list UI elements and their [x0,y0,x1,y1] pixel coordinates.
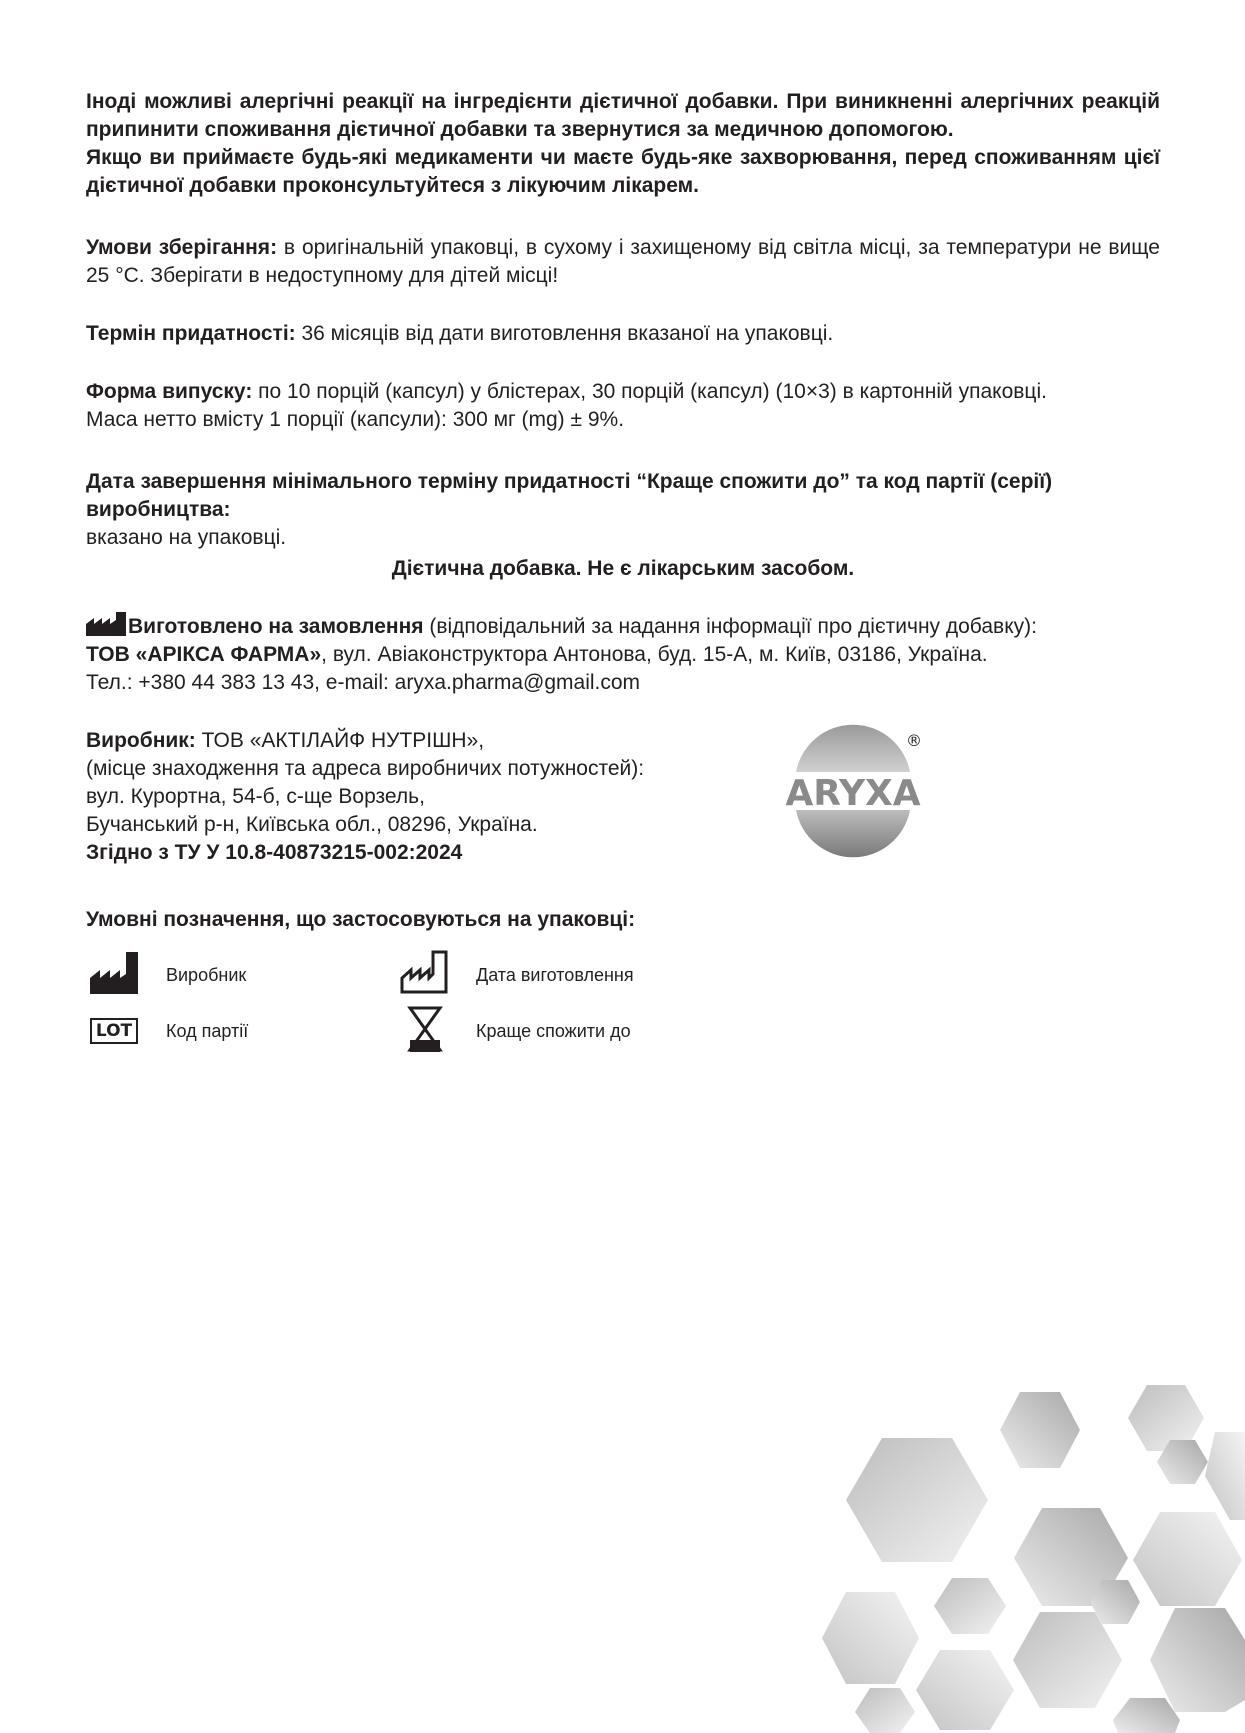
storage-label: Умови зберігання: [86,236,278,259]
factory-icon [90,952,140,994]
allergy-warning [86,88,1160,200]
hexagon [1150,1608,1245,1712]
shelf-life-text: 36 місяців від дати виготовлення вказаної на упаковці. [295,322,834,345]
hourglass-icon [408,1006,442,1052]
manufacturer-label: Виробник: [86,729,196,752]
warning-allergy-text: Іноді можливі алергічні реакції на інгредієнти дієтичної добавки. При виникненні алергічних реакцій припинити споживання дієтичної добавки та звернутися за медичною допомогою. [86,90,1160,141]
hexagon [855,1688,915,1733]
lot-icon: LOT [90,1018,138,1044]
ordered-by-address: , вул. Авіаконструктора Антонова, буд. 15-А, м. Київ, 03186, Україна. [321,643,988,666]
ordered-by-text: (відповідальний за надання інформації про дієтичну добавку): [423,615,1037,638]
release-form-label: Форма випуску: [86,380,253,403]
storage-text: в оригінальній упаковці, в сухому і захищеному від світла місці, за температури не вище 25 °С. Зберігати в недоступному для дітей місці! [86,236,1160,287]
storage-conditions [86,234,1160,290]
hexagons [822,1385,1245,1733]
shelf-life [86,320,1160,348]
aryxa-logo-text: ARYXA [785,773,921,814]
warning-medication-text: Якщо ви приймаєте будь-які медикаменти чи маєте будь-яке захворювання, перед споживанням цієї дієтичної добавки проконсультуйтеся з лікуючим лікарем. [86,146,1160,197]
ordered-by-block [86,612,1160,697]
hexagon [1113,1698,1180,1733]
release-form-text: по 10 порцій (капсул) у блістерах, 30 порцій (капсул) (10×3) в картонній упаковці. [252,380,1047,403]
factory-icon [86,612,126,636]
legend-manufacture-date-label: Дата виготовлення [476,965,634,985]
shelf-life-label: Термін придатності: [86,322,296,345]
aryxa-logo [785,728,922,858]
hexagon [1133,1512,1242,1606]
ordered-by-company: ТОВ «АРІКСА ФАРМА» [86,643,322,666]
legend-lot-label: Код партії [166,1021,249,1041]
ordered-by-contacts: Тел.: +380 44 383 13 43, e-mail: aryxa.pharma@gmail.com [86,671,641,694]
hexagon [822,1592,919,1684]
registered-mark: ® [906,731,922,750]
hexagon [916,1650,1014,1730]
hexagon [846,1438,988,1562]
release-form [86,378,1160,434]
hexagon [934,1578,1006,1634]
manufacturer-block [86,727,726,867]
best-before-label: Дата завершення мінімального терміну придатності “Краще спожити до” та код партії (серії) виробництва: [86,470,1053,521]
technical-standard: Згідно з ТУ У 10.8-40873215-002:2024 [86,841,463,864]
aryxa-logo-mark [785,728,922,858]
legend-manufacturer-label: Виробник [166,965,247,985]
disclaimer: Дієтична добавка. Не є лікарським засобом. [391,557,855,580]
manufacturer-street: вул. Курортна, 54-б, с-ще Ворзель, [86,785,425,808]
manufacture-date-icon [400,950,448,994]
best-before-info [86,468,1160,552]
net-mass-text: Маса нетто вмісту 1 порції (капсули): 300 мг (mg) ± 9%. [86,408,625,431]
manufacturer-region: Бучанський р-н, Київська обл., 08296, Україна. [86,813,538,836]
hexagon [1205,1432,1245,1520]
manufacturer-address-note: (місце знаходження та адреса виробничих потужностей): [86,757,645,780]
manufacturer-name: ТОВ «АКТІЛАЙФ НУТРІШН», [195,729,485,752]
legend-best-before-label: Краще спожити до [476,1021,631,1041]
legend-title: Умовні позначення, що застосовуються на упаковці: [86,908,636,931]
hexagon [1013,1612,1122,1708]
ordered-by-label: Виготовлено на замовлення [128,615,424,638]
hexagon [1000,1392,1080,1468]
best-before-text: вказано на упаковці. [86,526,287,549]
